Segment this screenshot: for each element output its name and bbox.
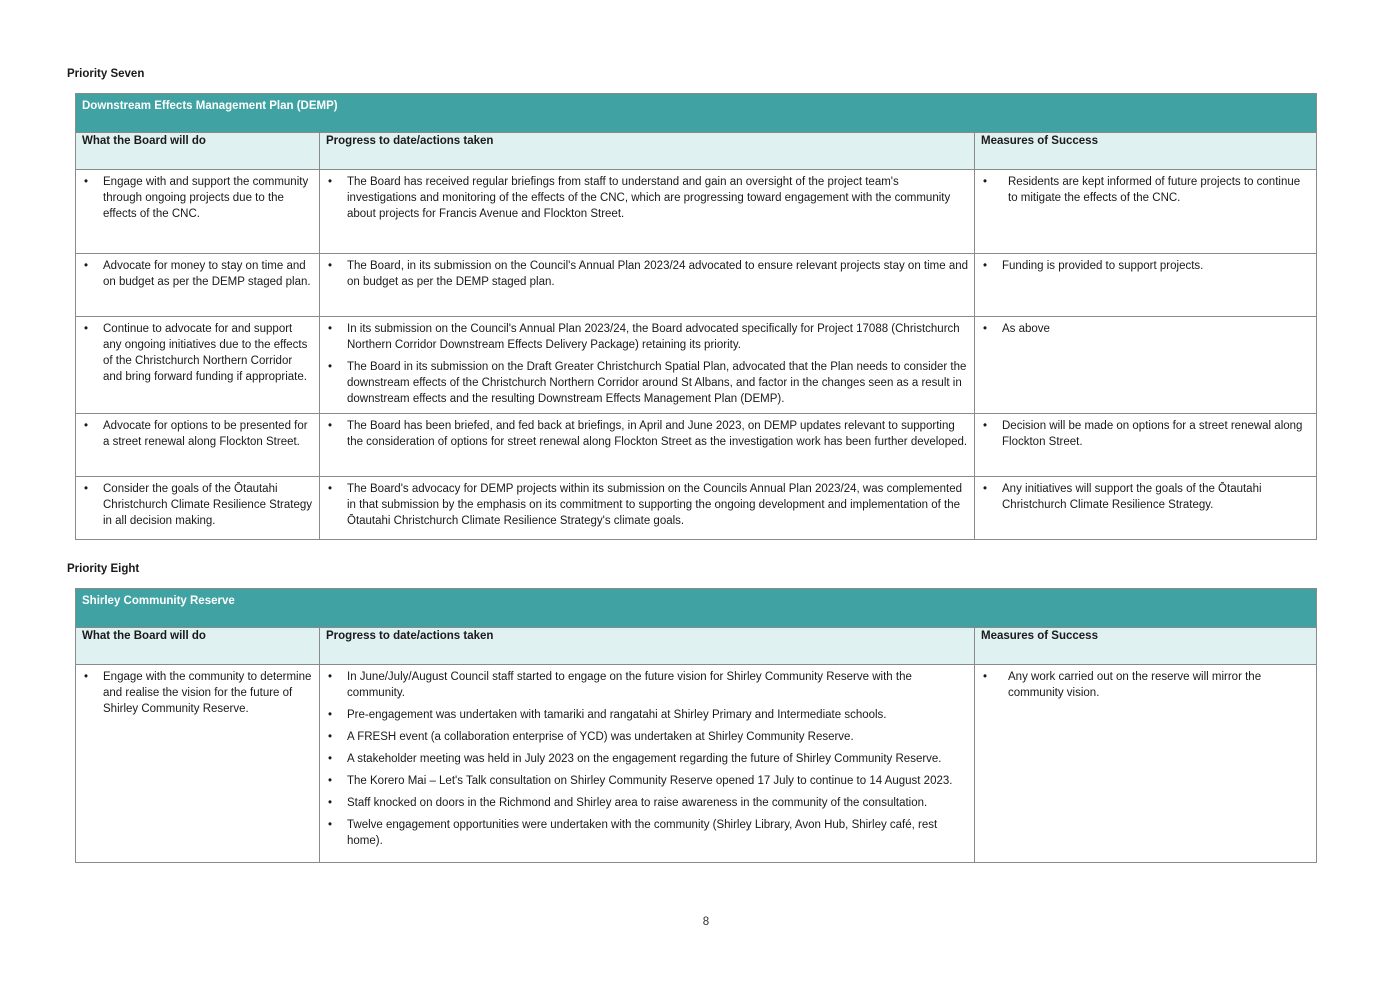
- will-do-item: • Engage with and support the community through ongoing projects due to the effects of the CNC.: [82, 174, 313, 222]
- progress-item: • Twelve engagement opportunities were undertaken with the community (Shirley Library, Avon Hub, Shirley café, rest home).: [326, 817, 968, 849]
- measure-item: • As above: [981, 321, 1310, 337]
- demp-table: [75, 93, 1317, 540]
- measure-item: • Decision will be made on options for a street renewal along Flockton Street.: [981, 418, 1310, 450]
- progress-item: • A FRESH event (a collaboration enterprise of YCD) was undertaken at Shirley Community Reserve.: [326, 729, 968, 745]
- progress-item: • The Board has received regular briefings from staff to understand and gain an oversight of the project team's investigations and monitoring of the effects of the CNC, which are progressing toward engagement with the community about projects for Francis Avenue and Flockton Street.: [326, 174, 968, 222]
- progress-item: • The Korero Mai – Let's Talk consultation on Shirley Community Reserve opened 17 July to continue to 14 August 2023.: [326, 773, 968, 789]
- table-row: [76, 414, 1317, 477]
- measure-item: • Any work carried out on the reserve will mirror the community vision.: [981, 669, 1310, 701]
- progress-item: • A stakeholder meeting was held in July 2023 on the engagement regarding the future of Shirley Community Reserve.: [326, 751, 968, 767]
- will-do-item: • Advocate for money to stay on time and on budget as per the DEMP staged plan.: [82, 258, 313, 290]
- priority-eight-heading: Priority Eight: [67, 563, 140, 575]
- measure-item: • Any initiatives will support the goals of the Ōtautahi Christchurch Climate Resilience Strategy.: [981, 481, 1310, 513]
- priority-seven-heading: Priority Seven: [67, 68, 145, 80]
- table-row: [76, 665, 1317, 863]
- progress-item: • In its submission on the Council's Annual Plan 2023/24, the Board advocated specifically for Project 17088 (Christchurch Northern Corridor Downstream Effects Delivery Package) retaining its priority.: [326, 321, 968, 353]
- measure-item: • Residents are kept informed of future projects to continue to mitigate the effects of the CNC.: [981, 174, 1310, 206]
- table-title: Shirley Community Reserve: [76, 589, 1317, 628]
- will-do-item: • Consider the goals of the Ōtautahi Christchurch Climate Resilience Strategy in all decision making.: [82, 481, 313, 529]
- measure-item: • Funding is provided to support projects.: [981, 258, 1310, 274]
- column-header-progress: Progress to date/actions taken: [320, 133, 975, 170]
- table-row: [76, 477, 1317, 540]
- table-title: Downstream Effects Management Plan (DEMP): [76, 94, 1317, 133]
- column-header-progress: Progress to date/actions taken: [320, 628, 975, 665]
- progress-item: • The Board has been briefed, and fed back at briefings, in April and June 2023, on DEMP updates relevant to supporting the consideration of options for street renewal along Flockton Street as the investigation work has been further developed.: [326, 418, 968, 450]
- will-do-item: • Engage with the community to determine and realise the vision for the future of Shirley Community Reserve.: [82, 669, 313, 717]
- page-number: 8: [702, 916, 710, 928]
- progress-item: • The Board in its submission on the Draft Greater Christchurch Spatial Plan, advocated that the Plan needs to consider the downstream effects of the Christchurch Northern Corridor around St Albans, and factor in the changes seen as a result in downstream effects and the resulting Downstream Effects Management Plan (DEMP).: [326, 359, 968, 407]
- progress-item: • In June/July/August Council staff started to engage on the future vision for Shirley Community Reserve with the community.: [326, 669, 968, 701]
- will-do-item: • Advocate for options to be presented for a street renewal along Flockton Street.: [82, 418, 313, 450]
- table-row: [76, 254, 1317, 317]
- column-header-will-do: What the Board will do: [76, 628, 320, 665]
- progress-item: • Pre-engagement was undertaken with tamariki and rangatahi at Shirley Primary and Intermediate schools.: [326, 707, 968, 723]
- progress-item: • Staff knocked on doors in the Richmond and Shirley area to raise awareness in the community of the consultation.: [326, 795, 968, 811]
- column-header-measures: Measures of Success: [975, 628, 1317, 665]
- column-header-will-do: What the Board will do: [76, 133, 320, 170]
- table-row: [76, 170, 1317, 254]
- progress-item: • The Board's advocacy for DEMP projects within its submission on the Councils Annual Plan 2023/24, was complemented in that submission by the emphasis on its commitment to supporting the ongoing development and implementation of the Ōtautahi Christchurch Climate Resilience Strategy's climate goals.: [326, 481, 968, 529]
- progress-item: • The Board, in its submission on the Council's Annual Plan 2023/24 advocated to ensure relevant projects stay on time and on budget as per the DEMP staged plan.: [326, 258, 968, 290]
- table-row: [76, 317, 1317, 414]
- column-header-measures: Measures of Success: [975, 133, 1317, 170]
- shirley-reserve-table: [75, 588, 1317, 863]
- will-do-item: • Continue to advocate for and support any ongoing initiatives due to the effects of the Christchurch Northern Corridor and bring forward funding if appropriate.: [82, 321, 313, 385]
